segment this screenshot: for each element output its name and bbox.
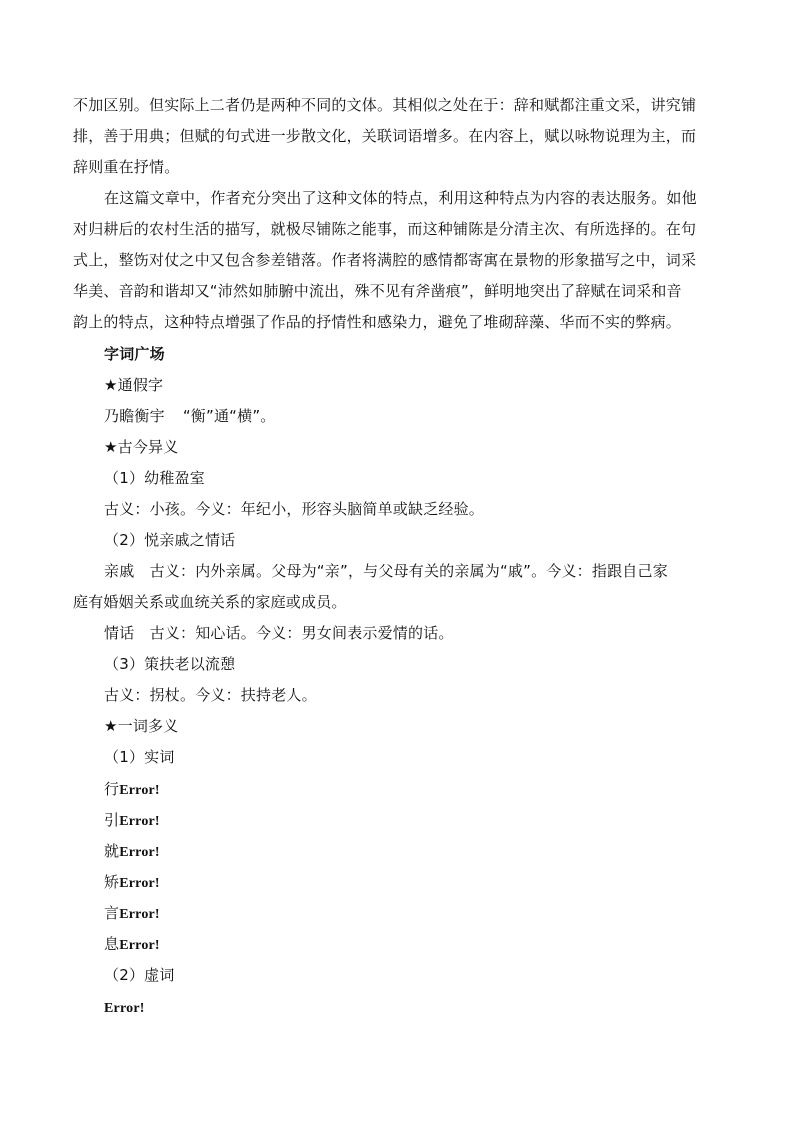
error-field: Error!: [119, 814, 160, 829]
shici-char: 息: [104, 935, 120, 953]
shici-char: 矫: [104, 873, 120, 891]
paragraph-line: 辞则重在抒情。: [73, 158, 180, 176]
error-field: Error!: [119, 845, 160, 860]
paragraph-line: 式上，整饬对仗之中又包含参差错落。作者将满腔的感情都寄寓在景物的形象描写之中，词采: [73, 251, 697, 269]
xuci-entry: [104, 997, 145, 1019]
paragraph-line: 在这篇文章中，作者充分突出了这种文体的特点，利用这种特点为内容的表达服务。如他: [104, 189, 697, 207]
xuci-label: （2）虚词: [104, 966, 175, 984]
error-field: Error!: [104, 1001, 145, 1016]
paragraph-line: 对归耕后的农村生活的描写，就极尽铺陈之能事，而这种铺陈是分清主次、有所选择的。在句: [73, 220, 697, 238]
shici-entry: [104, 841, 160, 863]
gujin-item-line: 亲戚 古义：内外亲属。父母为“亲”，与父母有关的亲属为“戚”。今义：指跟自己家: [104, 562, 668, 580]
gujin-item-line: 庭有婚姻关系或血统关系的家庭或成员。: [73, 593, 347, 611]
paragraph-line: 排，善于用典；但赋的句式进一步散文化，关联词语增多。在内容上，赋以咏物说理为主，而: [73, 127, 697, 145]
shici-entry: [104, 810, 160, 832]
shici-label: （1）实词: [104, 748, 175, 766]
paragraph-line: 华美、音韵和谐却又“沛然如肺腑中流出，殊不见有斧凿痕”，鲜明地突出了辞赋在词采和音: [73, 282, 682, 300]
tongjia-entry: [104, 406, 276, 426]
tongjia-heading: ★通假字: [104, 376, 164, 394]
gujin-item-label: （1）幼稚盈室: [104, 469, 205, 487]
shici-char: 引: [104, 811, 120, 829]
paragraph-line: 不加区别。但实际上二者仍是两种不同的文体。其相似之处在于：辞和赋都注重文采，讲究铺: [73, 96, 697, 114]
shici-entry: [104, 934, 160, 956]
gujin-heading: ★古今异义: [104, 438, 179, 456]
section-title: 字词广场: [104, 345, 165, 363]
shici-char: 就: [104, 842, 120, 860]
paragraph-line: 韵上的特点，这种特点增强了作品的抒情性和感染力，避免了堆砌辞藻、华而不实的弊病。: [73, 313, 682, 331]
yiduo-heading: ★一词多义: [104, 717, 179, 735]
shici-entry: [104, 779, 160, 801]
shici-entry: [104, 872, 160, 894]
tongjia-phrase: 乃瞻衡宇: [104, 407, 165, 425]
tongjia-note: “衡”通“横”。: [182, 407, 276, 425]
shici-entry: [104, 903, 160, 925]
shici-char: 言: [104, 904, 120, 922]
error-field: Error!: [119, 938, 160, 953]
error-field: Error!: [119, 783, 160, 798]
gujin-item-line: 情话 古义：知心话。今义：男女间表示爱情的话。: [104, 624, 454, 642]
gujin-item-label: （2）悦亲戚之情话: [104, 531, 236, 549]
gujin-item-line: 古义：小孩。今义：年纪小，形容头脑简单或缺乏经验。: [104, 500, 485, 518]
error-field: Error!: [119, 907, 160, 922]
error-field: Error!: [119, 876, 160, 891]
shici-char: 行: [104, 780, 120, 798]
gujin-item-line: 古义：拐杖。今义：扶持老人。: [104, 686, 317, 704]
gujin-item-label: （3）策扶老以流憩: [104, 655, 236, 673]
